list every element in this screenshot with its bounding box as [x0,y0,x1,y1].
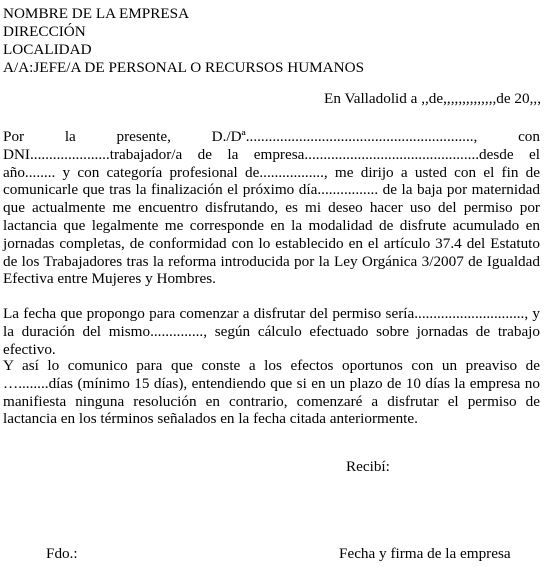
received-label: Recibí: [346,458,390,475]
signed-label: Fdo.: [46,545,78,562]
company-address: DIRECCIÓN [3,23,86,40]
body-paragraph-3: Y así lo comunico para que conste a los efectos oportunos con un preaviso de …........días (mínimo 15 días), entendiendo que si en un plazo de 10 días la empresa no manifiesta ninguna resolución en contrario, comenzaré a disfrutar el permiso de lactancia en los términos señalados en la fecha citada anteriormente. [3,357,540,428]
company-name: NOMBRE DE LA EMPRESA [3,5,190,22]
company-city: LOCALIDAD [3,41,92,58]
body-paragraph-1: Por la presente, D./Dª............................................................, con DNI.....................trabajador/a de la empresa..............................................desde el año........ y con categoría profesional de................., me dirijo a usted con el fin de comunicarle que tras la finalización el próximo día................ de la baja por maternidad que actualmente me encuentro disfrutando, es mi deseo hacer uso del permiso por lactancia que legalmente me corresponde en la modalidad de disfrute acumulado en jornadas completas, de conformidad con lo establecido en el artículo 37.4 del Estatuto de los Trabajadores tras la reforma introducida por la Ley Orgánica 3/2007 de Igualdad Efectiva entre Mujeres y Hombres. [3,128,540,288]
recipient-line: A/A:JEFE/A DE PERSONAL O RECURSOS HUMANOS [3,59,365,76]
date-line: En Valladolid a ,,de,,,,,,,,,,,,,,de 20,,, [324,90,541,107]
company-signature-label: Fecha y firma de la empresa [339,545,511,562]
body-paragraph-2: La fecha que propongo para comenzar a disfrutar del permiso sería............................., y la duración del mismo.............., según cálculo efectuado sobre jornadas de trabajo efectivo. [3,305,540,358]
